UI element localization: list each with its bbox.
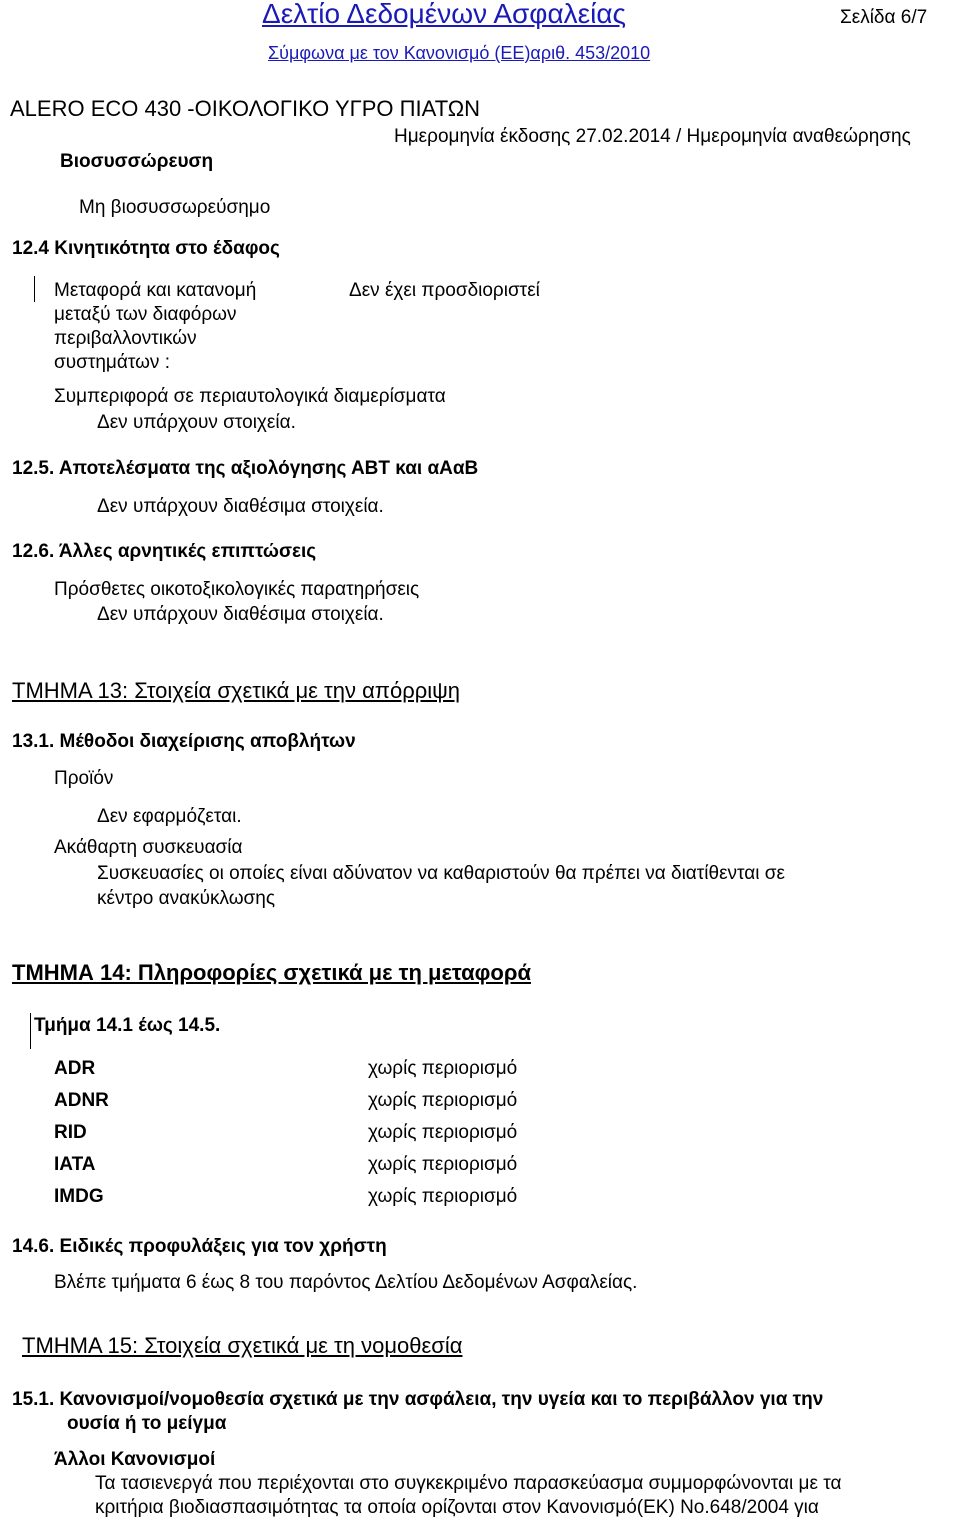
other-effects-subheading: Πρόσθετες οικοτοξικολογικές παρατηρήσεις	[54, 579, 420, 600]
transport-value: χωρίς περιορισμό	[368, 1058, 518, 1079]
transport-mode: IMDG	[54, 1186, 104, 1207]
packaging-line: κέντρο ανακύκλωσης	[97, 888, 275, 909]
other-regulations-line: κριτήρια βιοδιασπασιμότητας τα οποία ορίζονται στον Κανονισμό(ΕΚ) Νο.648/2004 για	[95, 1497, 819, 1518]
other-regulations-line: Τα τασιενεργά που περιέχονται στο συγκεκριμένο παρασκεύασμα συμμορφώνονται με τα	[95, 1473, 842, 1494]
precautions-heading: 14.6. Ειδικές προφυλάξεις για τον χρήστη	[12, 1236, 387, 1257]
section-15-1-heading: 15.1. Κανονισμοί/νομοθεσία σχετικά με την ασφάλεια, την υγεία και το περιβάλλον για την	[12, 1389, 824, 1410]
mobility-value: Δεν έχει προσδιοριστεί	[349, 280, 540, 301]
transport-mode: IATA	[54, 1154, 96, 1175]
document-title: Δελτίο Δεδομένων Ασφαλείας	[262, 0, 627, 29]
product-label: Προϊόν	[54, 768, 114, 789]
change-bar	[34, 276, 35, 302]
transport-value: χωρίς περιορισμό	[368, 1186, 518, 1207]
precautions-value: Βλέπε τμήματα 6 έως 8 του παρόντος Δελτίου Δεδομένων Ασφαλείας.	[54, 1272, 638, 1293]
section-13-1-heading: 13.1. Μέθοδοι διαχείρισης αποβλήτων	[12, 731, 356, 752]
other-effects-heading: 12.6. Άλλες αρνητικές επιπτώσεις	[12, 541, 317, 562]
bioaccumulation-value: Μη βιοσυσσωρεύσημο	[79, 197, 271, 218]
section-14-range: Τμήμα 14.1 έως 14.5.	[34, 1015, 221, 1036]
behavior-value: Δεν υπάρχουν στοιχεία.	[97, 412, 296, 433]
section-15-title: ΤΜΗΜΑ 15: Στοιχεία σχετικά με τη νομοθεσία	[22, 1333, 463, 1358]
product-name: ALERO ECO 430 -ΟΙΚΟΛΟΓΙΚΟ ΥΓΡΟ ΠΙΑΤΩΝ	[10, 96, 481, 121]
bioaccumulation-heading: Βιοσυσσώρευση	[60, 151, 214, 172]
transport-mode: ADR	[54, 1058, 96, 1079]
section-14-title: ΤΜΗΜΑ 14: Πληροφορίες σχετικά με τη μεταφορά	[12, 960, 531, 985]
mobility-label-line: Μεταφορά και κατανομή	[54, 280, 257, 301]
mobility-label-line: μεταξύ των διαφόρων	[54, 304, 237, 325]
transport-value: χωρίς περιορισμό	[368, 1090, 518, 1111]
section-15-1-heading-cont: ουσία ή το μείγμα	[67, 1413, 227, 1434]
transport-mode: RID	[54, 1122, 87, 1143]
transport-value: χωρίς περιορισμό	[368, 1154, 518, 1175]
mobility-label-line: συστημάτων :	[54, 352, 170, 373]
regulation-reference: Σύμφωνα με τον Κανονισμό (ΕΕ)αριθ. 453/2010	[268, 43, 651, 63]
product-value: Δεν εφαρμόζεται.	[97, 806, 242, 827]
behavior-heading: Συμπεριφορά σε περιαυτολογικά διαμερίσματα	[54, 386, 446, 407]
pbt-heading: 12.5. Αποτελέσματα της αξιολόγησης ΑΒΤ και αΑαΒ	[12, 458, 479, 479]
transport-value: χωρίς περιορισμό	[368, 1122, 518, 1143]
packaging-label: Ακάθαρτη συσκευασία	[54, 837, 243, 858]
page-number: Σελίδα 6/7	[840, 7, 928, 28]
change-bar	[30, 1013, 31, 1049]
transport-mode: ADNR	[54, 1090, 109, 1111]
packaging-line: Συσκευασίες οι οποίες είναι αδύνατον να καθαριστούν θα πρέπει να διατίθενται σε	[97, 863, 785, 884]
other-effects-value: Δεν υπάρχουν διαθέσιμα στοιχεία.	[97, 604, 384, 625]
section-13-title: ΤΜΗΜΑ 13: Στοιχεία σχετικά με την απόρριψη	[12, 678, 461, 703]
other-regulations-label: Άλλοι Κανονισμοί	[54, 1449, 216, 1470]
mobility-label-line: περιβαλλοντικών	[54, 328, 197, 349]
issue-date: Ημερομηνία έκδοσης 27.02.2014 / Ημερομηνία αναθεώρησης	[394, 126, 911, 147]
pbt-value: Δεν υπάρχουν διαθέσιμα στοιχεία.	[97, 496, 384, 517]
mobility-heading: 12.4 Κινητικότητα στο έδαφος	[12, 238, 280, 259]
